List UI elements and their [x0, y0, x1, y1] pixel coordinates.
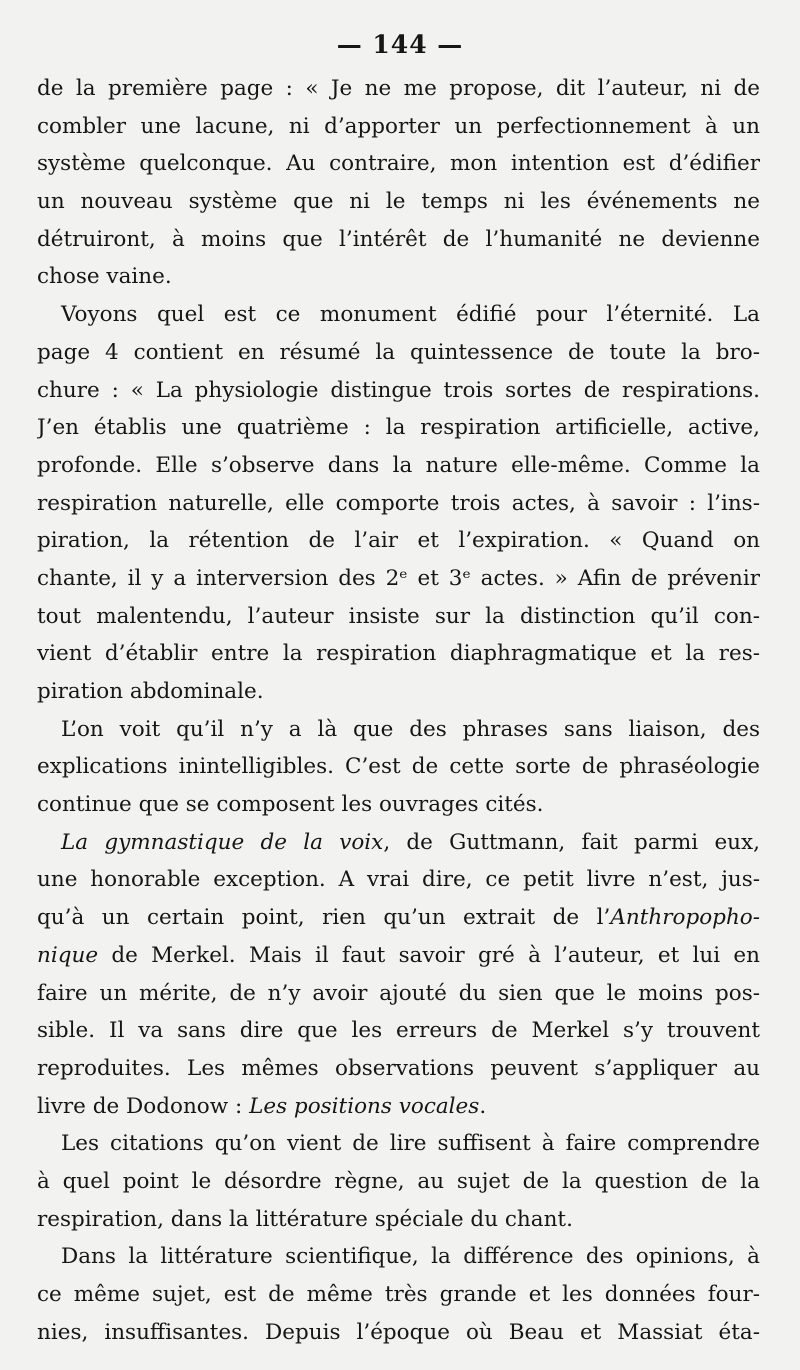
- text-line: sible. Il va sans dire que les erreurs de Merkel s’y trouvent: [37, 1018, 760, 1044]
- text-line: respiration naturelle, elle comporte trois actes, à savoir : l’ins-: [37, 490, 760, 516]
- text-line: L’on voit qu’il n’y a là que des phrases sans liaison, des: [61, 716, 760, 742]
- text-line: Les citations qu’on vient de lire suffisent à faire comprendre: [61, 1131, 760, 1157]
- text-line: système quelconque. Au contraire, mon intention est d’édifier: [37, 151, 760, 177]
- text-line: faire un mérite, de n’y avoir ajouté du sien que le moins pos-: [37, 980, 760, 1006]
- text-line: combler une lacune, ni d’apporter un perfectionnement à un: [37, 113, 760, 139]
- text-line: détruiront, à moins que l’intérêt de l’humanité ne devienne: [37, 226, 760, 252]
- text-line: page 4 contient en résumé la quintessence de toute la bro-: [37, 339, 760, 365]
- text-line: nique de Merkel. Mais il faut savoir gré à l’auteur, et lui en: [37, 942, 760, 968]
- text-line: continue que se composent les ouvrages cités.: [37, 792, 544, 818]
- text-line: profonde. Elle s’observe dans la nature elle-même. Comme la: [37, 452, 760, 478]
- text-line: piration abdominale.: [37, 679, 264, 704]
- body-text: [37, 70, 760, 1351]
- text-line: chure : « La physiologie distingue trois sortes de respirations.: [37, 377, 760, 403]
- text-line: J’en établis une quatrième : la respiration artificielle, active,: [37, 415, 760, 441]
- text-line: à quel point le désordre règne, au sujet de la question de la: [37, 1168, 760, 1194]
- text-line: nies, insuffisantes. Depuis l’époque où Beau et Massiat éta-: [37, 1319, 760, 1345]
- text-line: piration, la rétention de l’air et l’expiration. « Quand on: [37, 528, 760, 554]
- text-line: de la première page : « Je ne me propose, dit l’auteur, ni de: [37, 76, 760, 101]
- text-line: ce même sujet, est de même très grande et les données four-: [37, 1282, 760, 1307]
- text-line: Voyons quel est ce monument édifié pour l’éternité. La: [61, 302, 760, 328]
- text-line: vient d’établir entre la respiration diaphragmatique et la res-: [37, 641, 760, 667]
- text-line: explications inintelligibles. C’est de cette sorte de phraséologie: [37, 754, 760, 780]
- text-line: respiration, dans la littérature spéciale du chant.: [37, 1206, 573, 1232]
- text-line: reproduites. Les mêmes observations peuvent s’appliquer au: [37, 1055, 760, 1081]
- text-line: chose vaine.: [37, 264, 172, 290]
- text-line: tout malentendu, l’auteur insiste sur la distinction qu’il con-: [37, 603, 760, 629]
- text-line: qu’à un certain point, rien qu’un extrait de l’Anthropopho-: [37, 905, 760, 931]
- text-line: livre de Dodonow : Les positions vocales.: [37, 1093, 487, 1119]
- text-line: Dans la littérature scientifique, la différence des opinions, à: [61, 1244, 760, 1270]
- page-number: — 144 —: [336, 30, 464, 59]
- text-line: La gymnastique de la voix, de Guttmann, fait parmi eux,: [61, 829, 760, 855]
- text-line: chante, il y a interversion des 2ᵉ et 3ᵉ actes. » Afin de prévenir: [37, 565, 760, 591]
- text-line: un nouveau système que ni le temps ni les événements ne: [37, 189, 760, 215]
- text-line: une honorable exception. A vrai dire, ce petit livre n’est, jus-: [37, 867, 760, 893]
